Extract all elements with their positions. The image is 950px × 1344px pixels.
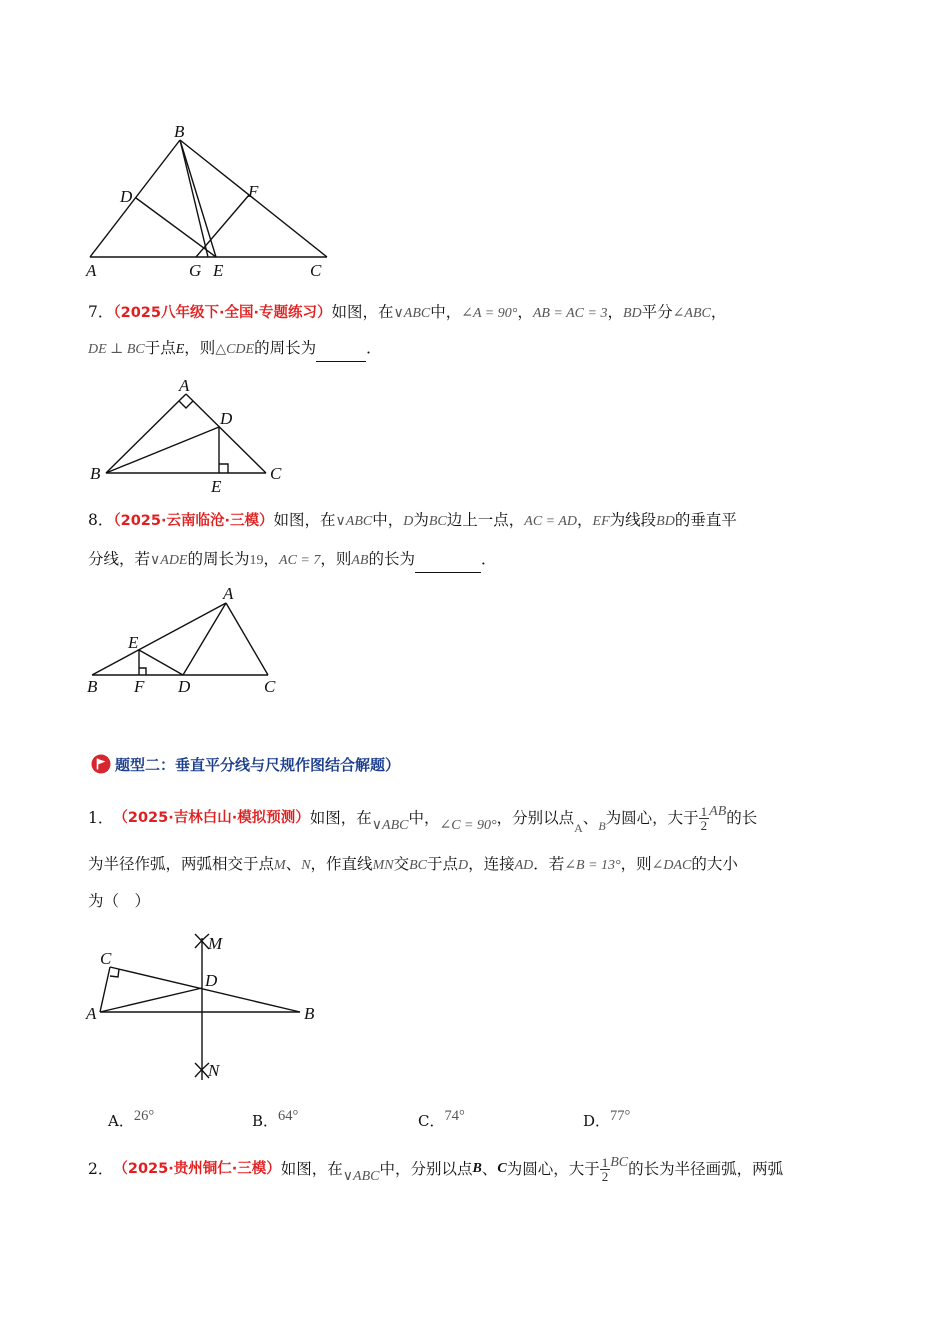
fraction-one-half: $\frac{1}{2}$ [700, 803, 708, 833]
section-2-heading [91, 752, 400, 776]
figure-s2q1 [82, 930, 332, 1088]
label-C: C [100, 949, 112, 968]
section-2-title: 题型二：垂直平分线与尺规作图结合解题） [115, 755, 401, 774]
q7-line-2: DE ⊥ BC于点E，则△CDE的周长为 ． [88, 335, 382, 363]
label-M: M [208, 934, 223, 953]
label-A: A [86, 261, 97, 280]
q8-answer-blank[interactable] [415, 546, 481, 573]
s2q1-source: （2025·吉林白山·模拟预测） [113, 810, 310, 826]
s2q1-options [108, 1108, 668, 1136]
option-a[interactable]: A．26° [108, 1108, 155, 1130]
label-B: B [174, 122, 185, 141]
label-B: B [304, 1004, 315, 1023]
label-C: C [264, 677, 276, 696]
label-N: N [208, 1061, 220, 1080]
label-F: F [248, 182, 259, 201]
figure-q6 [80, 118, 350, 284]
label-B: B [90, 464, 101, 483]
figure-q8 [84, 584, 294, 700]
s2q2-source: （2025·贵州铜仁·三模） [113, 1161, 281, 1177]
option-b[interactable]: B．64° [252, 1108, 299, 1130]
label-A: A [223, 584, 234, 603]
figure-q7 [86, 374, 296, 494]
q8-line-1: 8．（2025·云南临沧·三模）如图，在∨ABC中，D为BC边上一点，AC = AD，EF为线段BD的垂直平 [88, 511, 737, 529]
option-c[interactable]: C．74° [418, 1108, 465, 1130]
label-A: A [86, 1004, 97, 1023]
label-D: D [178, 677, 191, 696]
label-C: C [270, 464, 282, 483]
label-C: C [310, 261, 322, 280]
label-D: D [205, 971, 218, 990]
q8-source: （2025·云南临沧·三模） [113, 513, 274, 529]
flag-icon [91, 754, 111, 774]
label-E: E [211, 477, 222, 494]
fraction-one-half: $\frac{1}{2}$ [601, 1154, 609, 1184]
s2q1-line-1: 1． （2025·吉林白山·模拟预测） 如图，在 ∨ABC 中， ∠C = 90° ，分别以点 A 、 B 为圆心，大于 $\frac{1}{2}$ AB 的长 [88, 803, 758, 835]
label-A: A [179, 376, 190, 395]
label-G: G [189, 261, 202, 280]
s2q1-line-3: 为（ ） [88, 892, 151, 910]
option-d[interactable]: D．77° [583, 1108, 631, 1130]
label-D: D [220, 409, 233, 428]
label-B: B [87, 677, 98, 696]
label-E: E [128, 633, 139, 652]
label-D: D [120, 187, 133, 206]
label-F: F [134, 677, 145, 696]
q7-line-1: 7．（2025八年级下·全国·专题练习）如图，在∨ABC中，∠A = 90°，AB = AC = 3，BD平分∠ABC， [88, 303, 727, 321]
q7-source: （2025八年级下·全国·专题练习） [113, 305, 332, 321]
q7-answer-blank[interactable] [316, 335, 366, 362]
label-E: E [213, 261, 224, 280]
s2q2-line-1: 2． （2025·贵州铜仁·三模） 如图，在 ∨ABC 中，分别以点 B 、 C 为圆心，大于 $\frac{1}{2}$ BC 的长为半径画弧，两弧 [88, 1154, 784, 1184]
q8-line-2: 分线，若∨ADE的周长为19，AC = 7，则AB的长为 ． [88, 546, 497, 574]
s2q1-line-2: 为半径作弧，两弧相交于点M、N，作直线MN交BC于点D，连接AD．若∠B = 13°，则∠DAC的大小 [88, 855, 738, 873]
